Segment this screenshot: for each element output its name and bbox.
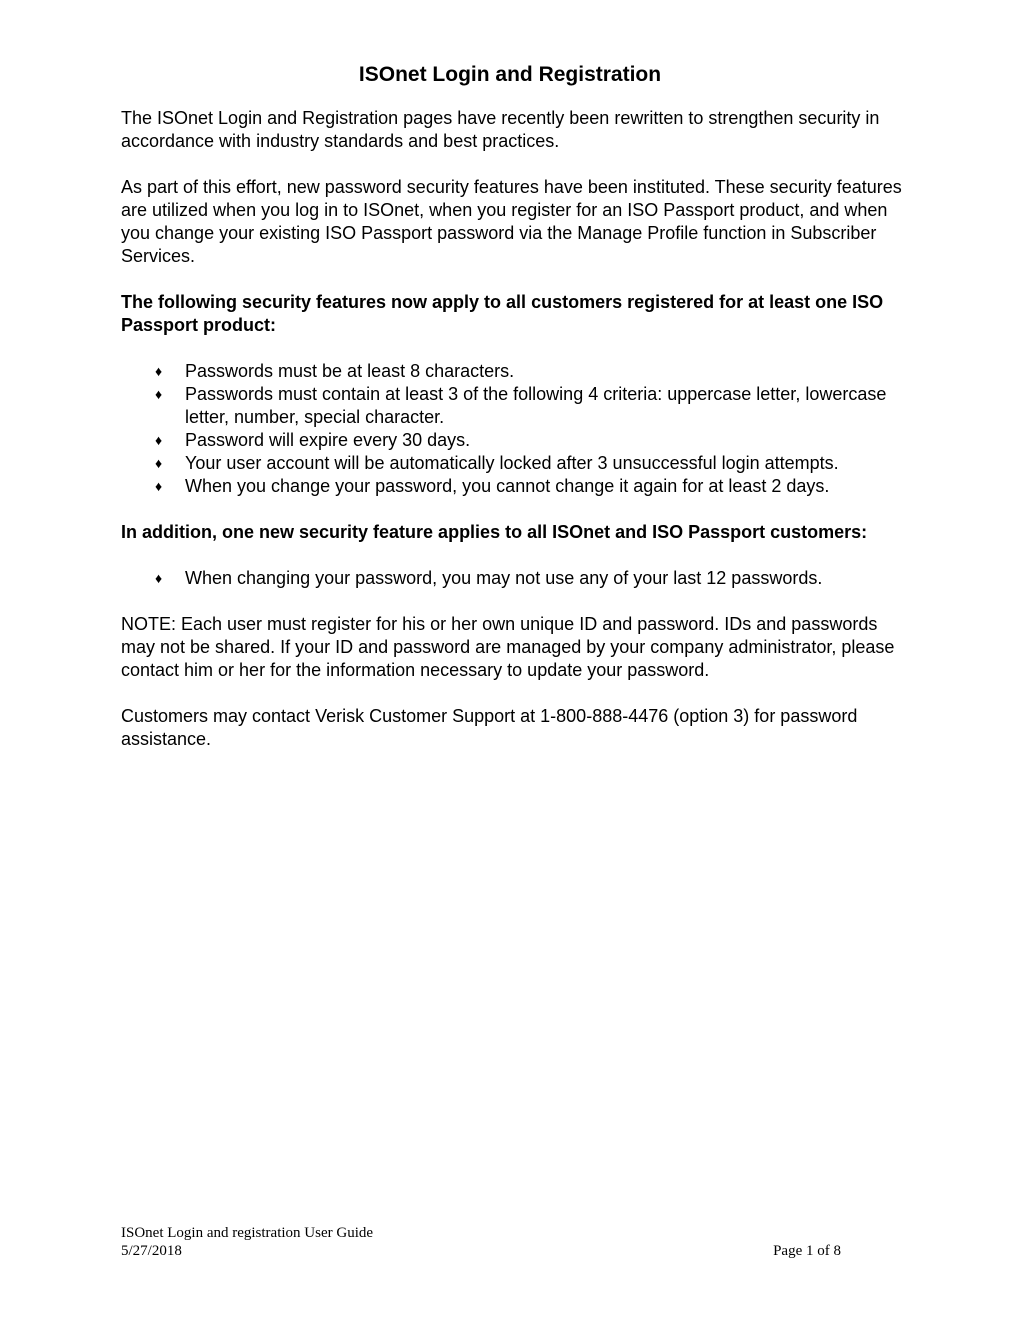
page-footer	[121, 1224, 841, 1260]
list-item	[155, 452, 911, 475]
footer-page-number: Page 1 of 8	[773, 1243, 841, 1259]
list-item	[155, 475, 911, 498]
list-item-text: Password will expire every 30 days.	[185, 430, 471, 450]
list-item	[155, 429, 911, 452]
additional-feature-heading: In addition, one new security feature applies to all ISOnet and ISO Passport customers:	[121, 522, 868, 542]
document-body	[121, 107, 911, 774]
footer-row	[121, 1242, 841, 1260]
diamond-bullet-icon: ♦	[155, 363, 163, 379]
list-item-text: Passwords must contain at least 3 of the following 4 criteria: uppercase letter, lowercase letter, number, special character.	[185, 384, 887, 427]
additional-features-list	[121, 567, 911, 590]
list-item	[155, 567, 911, 590]
diamond-bullet-icon: ♦	[155, 386, 163, 402]
diamond-bullet-icon: ♦	[155, 432, 163, 448]
list-item	[155, 383, 911, 429]
list-item-text: Your user account will be automatically locked after 3 unsuccessful login attempts.	[185, 453, 839, 473]
support-paragraph: Customers may contact Verisk Customer Support at 1-800-888-4476 (option 3) for password assistance.	[121, 706, 858, 749]
list-item	[155, 360, 911, 383]
note-paragraph: NOTE: Each user must register for his or her own unique ID and password. IDs and passwords may not be shared. If your ID and password are managed by your company administrator, please contact him or her for the information necessary to update your password.	[121, 614, 895, 680]
footer-date: 5/27/2018	[121, 1243, 182, 1259]
intro-paragraph: The ISOnet Login and Registration pages have recently been rewritten to strengthen security in accordance with industry standards and best practices.	[121, 108, 880, 151]
diamond-bullet-icon: ♦	[155, 455, 163, 471]
footer-guide-name: ISOnet Login and registration User Guide	[121, 1225, 374, 1241]
passport-features-heading: The following security features now apply to all customers registered for at least one ISO Passport product:	[121, 292, 884, 335]
diamond-bullet-icon: ♦	[155, 478, 163, 494]
passport-features-list	[121, 360, 911, 498]
effort-paragraph: As part of this effort, new password security features have been instituted. These security features are utilized when you log in to ISOnet, when you register for an ISO Passport product, and when you change your existing ISO Passport password via the Manage Profile function in Subscriber Services.	[121, 177, 902, 266]
page-title: ISOnet Login and Registration	[358, 63, 662, 86]
list-item-text: When you change your password, you cannot change it again for at least 2 days.	[185, 476, 830, 496]
list-item-text: When changing your password, you may not use any of your last 12 passwords.	[185, 568, 823, 588]
diamond-bullet-icon: ♦	[155, 570, 163, 586]
list-item-text: Passwords must be at least 8 characters.	[185, 361, 515, 381]
